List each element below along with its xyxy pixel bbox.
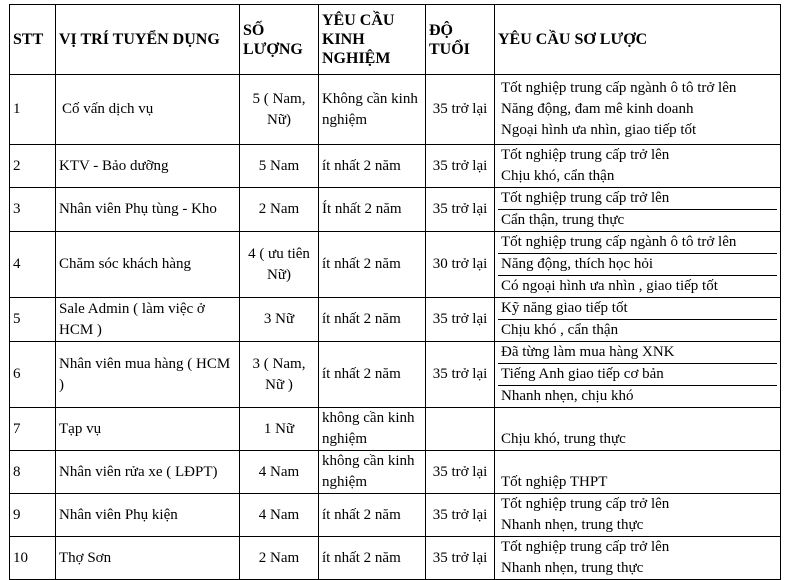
cell-position: Sale Admin ( làm việc ở HCM ): [56, 298, 240, 342]
table-row: [10, 75, 781, 145]
cell-quantity: 2 Nam: [240, 188, 319, 232]
header-stt: STT: [10, 5, 56, 75]
cell-age: 35 trở lại: [426, 75, 495, 145]
cell-requirements: [495, 494, 781, 537]
cell-experience: không cần kinh nghiệm: [319, 408, 426, 451]
cell-age: 30 trở lại: [426, 232, 495, 298]
cell-stt: 2: [10, 145, 56, 188]
header-experience: YÊU CẦU KINH NGHIỆM: [319, 5, 426, 75]
table-row: [10, 451, 781, 494]
cell-requirements: [495, 298, 781, 342]
header-quantity: SỐ LƯỢNG: [240, 5, 319, 75]
cell-stt: 8: [10, 451, 56, 494]
requirement-line: Đã từng làm mua hàng XNK: [498, 342, 777, 364]
cell-requirements: [495, 451, 781, 494]
cell-position: Nhân viên Phụ tùng - Kho: [56, 188, 240, 232]
cell-requirements: [495, 232, 781, 298]
requirement-line: Nhanh nhẹn, trung thực: [501, 517, 644, 533]
cell-stt: 4: [10, 232, 56, 298]
cell-quantity: 4 Nam: [240, 451, 319, 494]
header-position: VỊ TRÍ TUYỂN DỤNG: [56, 5, 240, 75]
cell-age: 35 trở lại: [426, 188, 495, 232]
cell-age: 35 trở lại: [426, 298, 495, 342]
cell-position: Nhân viên Phụ kiện: [56, 494, 240, 537]
cell-experience: ít nhất 2 năm: [319, 232, 426, 298]
cell-age: 35 trở lại: [426, 145, 495, 188]
cell-position: Thợ Sơn: [56, 537, 240, 580]
requirement-line: Tốt nghiệp trung cấp ngành ô tô trở lên: [498, 232, 777, 254]
requirement-line: Chịu khó , cẩn thận: [501, 322, 619, 338]
requirement-line: Nhanh nhẹn, chịu khó: [501, 388, 634, 404]
cell-stt: 1: [10, 75, 56, 145]
cell-position: Tạp vụ: [56, 408, 240, 451]
cell-stt: 5: [10, 298, 56, 342]
table-row: [10, 188, 781, 232]
cell-quantity: 4 Nam: [240, 494, 319, 537]
cell-requirements: [495, 75, 781, 145]
cell-position: Nhân viên rửa xe ( LĐPT): [56, 451, 240, 494]
requirement-line: Cẩn thận, trung thực: [501, 212, 625, 228]
cell-experience: ít nhất 2 năm: [319, 537, 426, 580]
header-age: ĐỘ TUỔI: [426, 5, 495, 75]
requirement-line: Tốt nghiệp trung cấp trở lên: [501, 496, 670, 512]
table-row: [10, 232, 781, 298]
table-row: [10, 494, 781, 537]
requirement-line: Chịu khó, trung thực: [501, 431, 626, 447]
requirement-line: Ngoại hình ưa nhìn, giao tiếp tốt: [501, 122, 697, 138]
cell-requirements: [495, 342, 781, 408]
requirement-line: Chịu khó, cẩn thận: [501, 168, 615, 184]
cell-position: Chăm sóc khách hàng: [56, 232, 240, 298]
cell-stt: 9: [10, 494, 56, 537]
requirement-line: Tốt nghiệp THPT: [501, 474, 608, 490]
cell-stt: 10: [10, 537, 56, 580]
cell-experience: ít nhất 2 năm: [319, 342, 426, 408]
cell-quantity: 3 Nữ: [240, 298, 319, 342]
cell-age: 35 trở lại: [426, 537, 495, 580]
requirement-line: Tốt nghiệp trung cấp trở lên: [501, 147, 670, 163]
requirement-line: Tốt nghiệp trung cấp ngành ô tô trở lên: [501, 80, 737, 96]
cell-quantity: 2 Nam: [240, 537, 319, 580]
requirement-line: Có ngoại hình ưa nhìn , giao tiếp tốt: [501, 278, 718, 294]
requirement-line: Nhanh nhẹn, trung thực: [501, 560, 644, 576]
header-row: [10, 5, 781, 75]
header-requirements: YÊU CẦU SƠ LƯỢC: [495, 5, 781, 75]
cell-quantity: 3 ( Nam, Nữ ): [240, 342, 319, 408]
cell-stt: 3: [10, 188, 56, 232]
cell-position: Nhân viên mua hàng ( HCM ): [56, 342, 240, 408]
table-row: [10, 342, 781, 408]
table-row: [10, 408, 781, 451]
cell-experience: không cần kinh nghiệm: [319, 451, 426, 494]
table-row: [10, 537, 781, 580]
cell-quantity: 1 Nữ: [240, 408, 319, 451]
requirement-line: Tốt nghiệp trung cấp trở lên: [501, 539, 670, 555]
cell-requirements: [495, 537, 781, 580]
cell-position: KTV - Bảo dưỡng: [56, 145, 240, 188]
cell-quantity: 5 Nam: [240, 145, 319, 188]
cell-age: 35 trở lại: [426, 494, 495, 537]
cell-experience: Ít nhất 2 năm: [319, 188, 426, 232]
cell-quantity: 4 ( ưu tiên Nữ): [240, 232, 319, 298]
cell-experience: ít nhất 2 năm: [319, 298, 426, 342]
requirement-line: Năng động, thích học hỏi: [498, 254, 777, 276]
cell-stt: 6: [10, 342, 56, 408]
requirement-line: Tiếng Anh giao tiếp cơ bản: [498, 364, 777, 386]
cell-requirements: [495, 145, 781, 188]
cell-quantity: 5 ( Nam, Nữ): [240, 75, 319, 145]
table-row: [10, 145, 781, 188]
cell-experience: ít nhất 2 năm: [319, 145, 426, 188]
cell-requirements: [495, 188, 781, 232]
requirement-line: Năng động, đam mê kinh doanh: [501, 101, 694, 117]
cell-requirements: [495, 408, 781, 451]
requirement-line: Kỹ năng giao tiếp tốt: [498, 298, 777, 320]
cell-age: 35 trở lại: [426, 342, 495, 408]
cell-experience: Không cần kinh nghiệm: [319, 75, 426, 145]
cell-age: 35 trở lại: [426, 451, 495, 494]
cell-stt: 7: [10, 408, 56, 451]
recruitment-table-wrapper: [9, 4, 781, 580]
requirement-line: Tốt nghiệp trung cấp trở lên: [498, 188, 777, 210]
table-row: [10, 298, 781, 342]
cell-age: [426, 408, 495, 451]
recruitment-table: [9, 4, 781, 580]
cell-experience: ít nhất 2 năm: [319, 494, 426, 537]
cell-position: Cố vấn dịch vụ: [56, 75, 240, 145]
